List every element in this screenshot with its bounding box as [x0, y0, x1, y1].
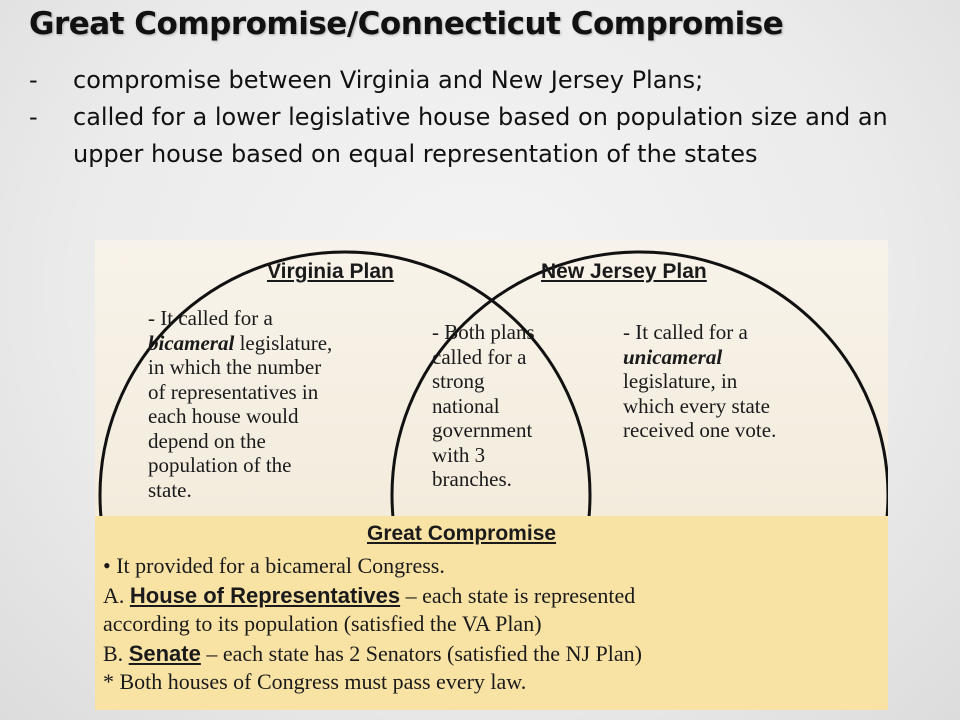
bullet-text: called for a lower legislative house based on population size and an upper house based on equal representation of the states [73, 103, 888, 168]
text-line: strong [432, 369, 485, 393]
slide-title: Great Compromise/Connecticut Compromise [29, 6, 784, 42]
text-line: national [432, 393, 500, 418]
text-line: - It called for a [623, 320, 748, 344]
venn-diagram [95, 240, 888, 516]
bullet-list [29, 62, 939, 173]
text-line: population of the [148, 453, 292, 477]
text-line: which every state [623, 393, 770, 418]
text-line: state. [148, 477, 192, 502]
venn-figure [95, 240, 888, 710]
text-line: each house would [148, 404, 299, 428]
bullet-dash: - [29, 66, 38, 94]
bullet-text: compromise between Virginia and New Jersey Plans; [73, 66, 704, 94]
text-line: received one vote. [623, 418, 777, 442]
compromise-point-a: A. House of Representatives – each state is represented [103, 583, 636, 608]
bullet-item [29, 62, 939, 99]
house-of-representatives-term: House of Representatives [129, 583, 401, 608]
text-line: - It called for a [148, 306, 273, 330]
text-line: called for a [432, 344, 527, 369]
compromise-point-b: B. Senate – each state has 2 Senators (satisfied the NJ Plan) [103, 641, 642, 666]
virginia-plan-text [148, 306, 332, 502]
great-compromise-box [95, 516, 888, 710]
text-line: bicameral legislature, [148, 330, 333, 355]
text-line: - Both plans [432, 320, 535, 344]
text-line: in which the number [148, 355, 322, 379]
text-line: with 3 [432, 442, 486, 467]
great-compromise-heading: Great Compromise [367, 522, 557, 545]
text-line: government [432, 418, 533, 442]
overlap-text [432, 320, 535, 492]
compromise-bullet: • It provided for a bicameral Congress. [103, 553, 445, 578]
senate-term: Senate [128, 641, 201, 666]
virginia-plan-heading: Virginia Plan [267, 260, 394, 283]
text-line: legislature, in [623, 369, 738, 393]
text-line: unicameral [623, 344, 723, 369]
text-line: of representatives in [148, 379, 319, 404]
text-line: branches. [432, 467, 512, 491]
compromise-point-a-continued: according to its population (satisfied the VA Plan) [103, 611, 542, 636]
bullet-dash: - [29, 103, 38, 131]
new-jersey-plan-heading: New Jersey Plan [541, 260, 707, 283]
bullet-item [29, 99, 939, 173]
new-jersey-plan-text [623, 320, 776, 443]
text-line: depend on the [148, 428, 266, 453]
compromise-note: * Both houses of Congress must pass every law. [103, 669, 527, 694]
